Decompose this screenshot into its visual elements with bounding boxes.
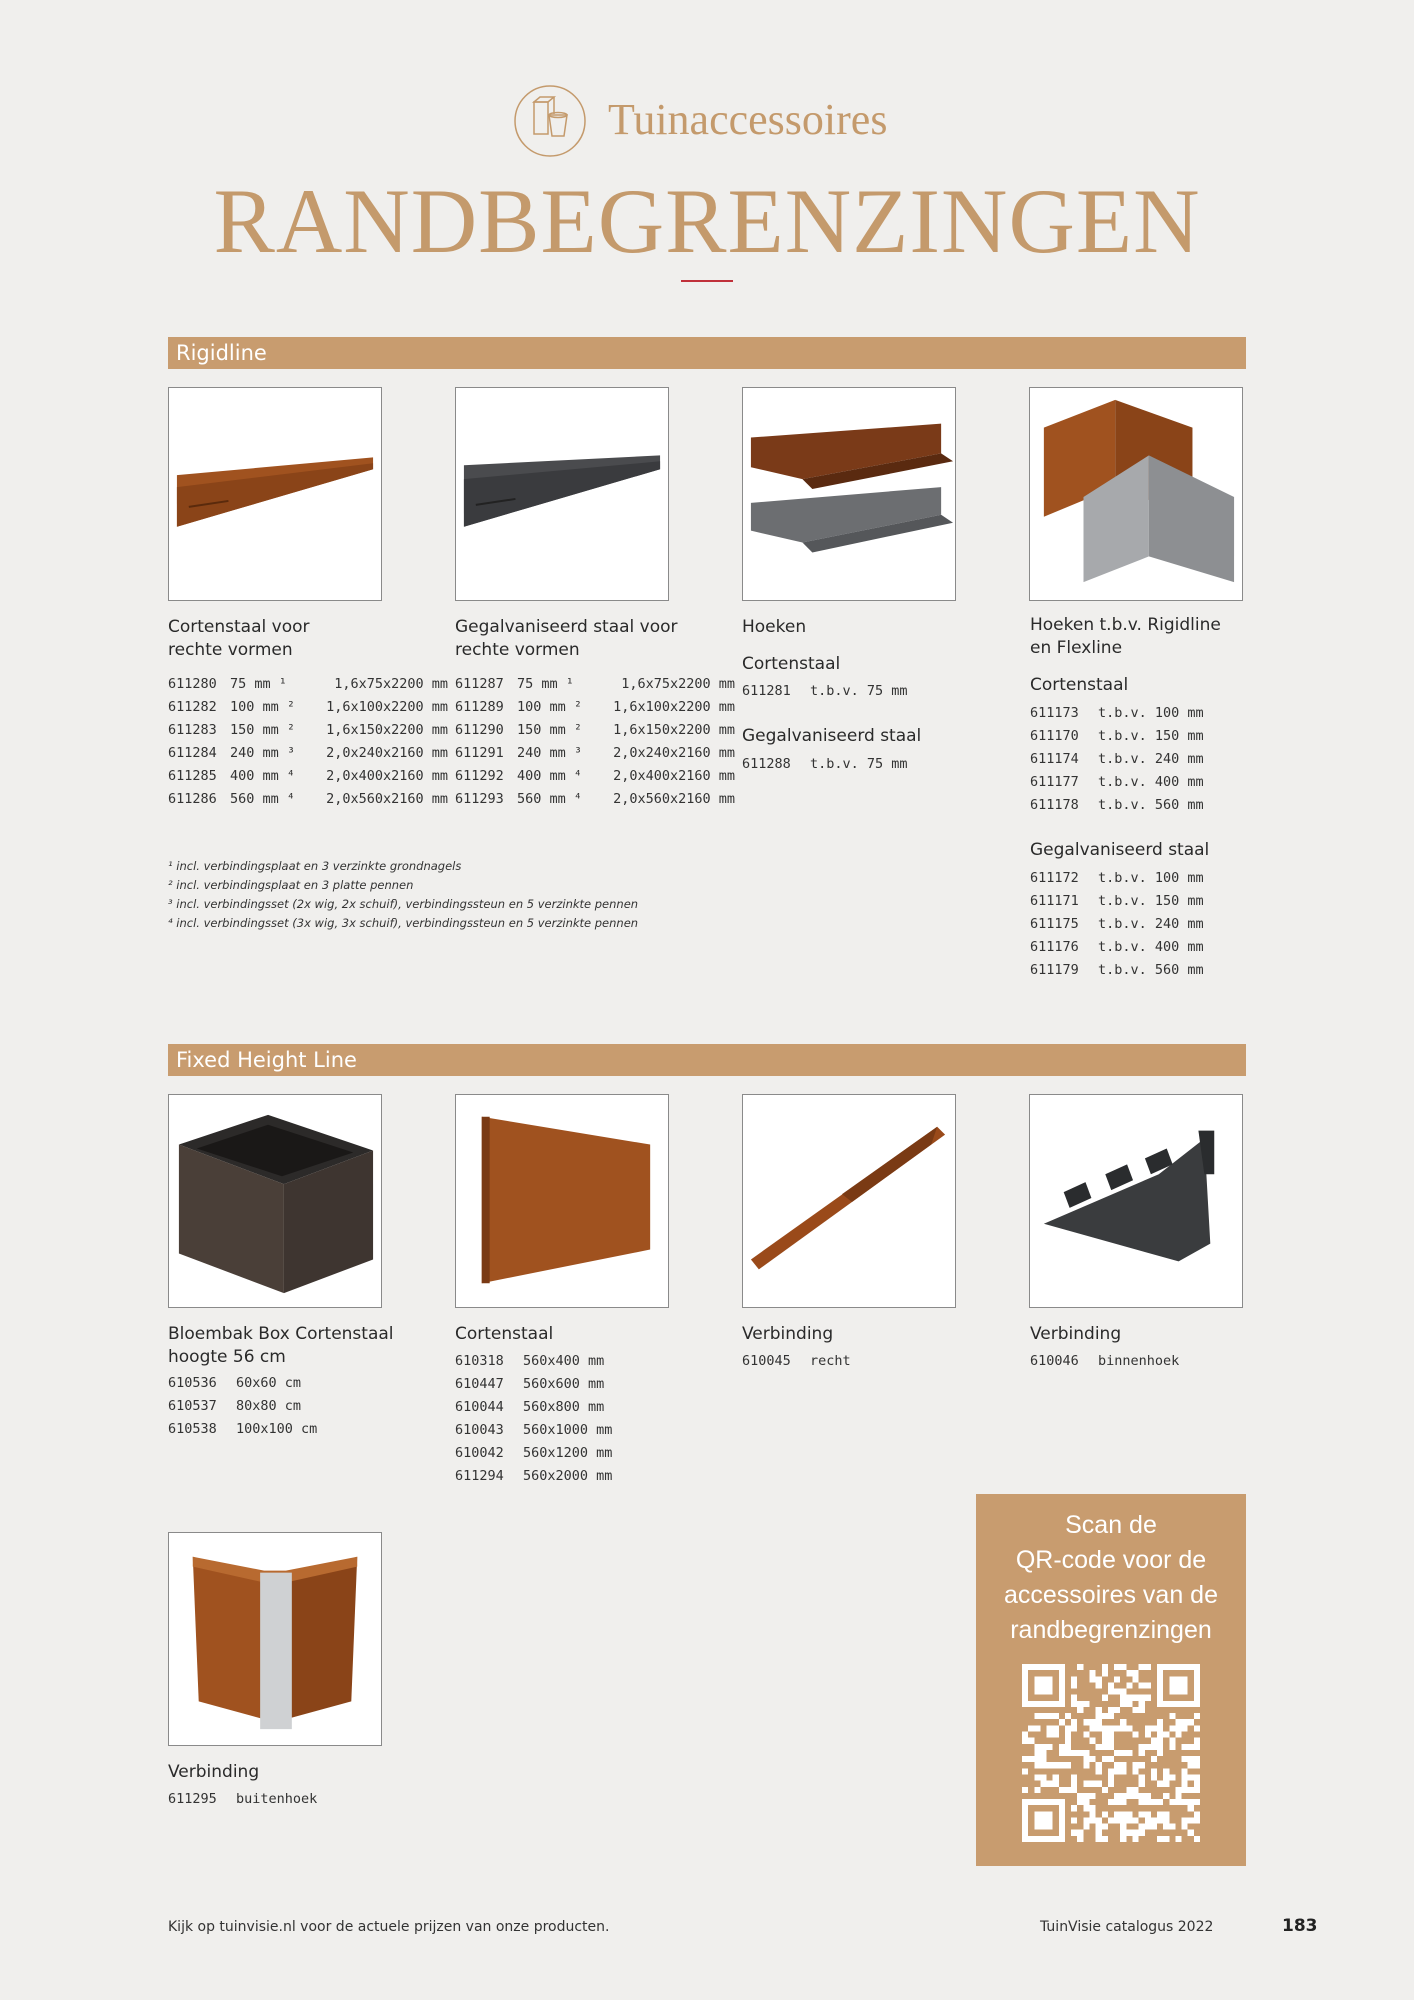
table-row: 611285 400 mm ⁴ 2,0x400x2160 mm [168, 768, 448, 784]
table-row: 611291 240 mm ³ 2,0x240x2160 mm [455, 745, 735, 761]
table-row: 611178 t.b.v. 560 mm [1030, 797, 1204, 813]
footnote: ² incl. verbindingsplaat en 3 platte pennen [168, 878, 414, 892]
table-row: 611290 150 mm ² 1,6x150x2200 mm [455, 722, 735, 738]
table-row: 611282 100 mm ² 1,6x100x2200 mm [168, 699, 448, 715]
product-title: Verbinding [168, 1762, 260, 1782]
product-title-line: Hoeken t.b.v. Rigidline [1030, 615, 1221, 635]
footnote: ⁴ incl. verbindingsset (3x wig, 3x schuif), verbindingssteun en 5 verzinkte pennen [168, 916, 639, 930]
product-image-galvanized-edging [455, 387, 669, 601]
footnotes [168, 857, 638, 933]
category-title: Tuinaccessoires [608, 95, 888, 144]
table-row: 611295 buitenhoek [168, 1791, 318, 1807]
table-row: 611173 t.b.v. 100 mm [1030, 705, 1204, 721]
table-row: 610044 560x800 mm [455, 1399, 605, 1415]
product-image-verbinding-binnenhoek [1029, 1094, 1243, 1308]
product-image-verbinding-recht [742, 1094, 956, 1308]
table-row: 610538 100x100 cm [168, 1421, 318, 1437]
product-table-hoeken-galvanized [1030, 867, 1204, 982]
product-table-cortenstaal-plates [455, 1350, 612, 1488]
table-row: 611283 150 mm ² 1,6x150x2200 mm [168, 722, 448, 738]
product-table-hoeken-corten [1030, 702, 1204, 817]
table-row: 611284 240 mm ³ 2,0x240x2160 mm [168, 745, 448, 761]
title-divider [681, 280, 733, 282]
material-subheading: Gegalvaniseerd staal [1030, 840, 1210, 860]
table-row: 611176 t.b.v. 400 mm [1030, 939, 1204, 955]
page-number: 183 [1282, 1916, 1318, 1936]
product-title-line: Bloembak Box Cortenstaal [168, 1324, 394, 1344]
product-title: Hoeken [742, 617, 807, 637]
product-title-line: hoogte 56 cm [168, 1347, 286, 1367]
product-title: Verbinding [1030, 1324, 1122, 1344]
table-row: 611177 t.b.v. 400 mm [1030, 774, 1204, 790]
product-image-hoeken-rigidline-flexline [1029, 387, 1243, 601]
table-row: 611174 t.b.v. 240 mm [1030, 751, 1204, 767]
table-row: 610043 560x1000 mm [455, 1422, 613, 1438]
product-title-line: Gegalvaniseerd staal voor [455, 617, 678, 637]
table-row: 610318 560x400 mm [455, 1353, 605, 1369]
footer-note: Kijk op tuinvisie.nl voor de actuele prijzen van onze producten. [168, 1919, 610, 1935]
garden-accessories-icon [513, 84, 587, 158]
footnote: ³ incl. verbindingsset (2x wig, 2x schuif), verbindingssteun en 5 verzinkte pennen [168, 897, 639, 911]
product-table-bloembak [168, 1372, 317, 1441]
product-title-line: Cortenstaal voor [168, 617, 310, 637]
table-row: 610447 560x600 mm [455, 1376, 605, 1392]
table-row: 611179 t.b.v. 560 mm [1030, 962, 1204, 978]
table-row: 610536 60x60 cm [168, 1375, 302, 1391]
product-image-bloembak-box [168, 1094, 382, 1308]
product-title: Verbinding [742, 1324, 834, 1344]
product-image-cortenstaal-edging [168, 387, 382, 601]
section-band-fixed-height-line: Fixed Height Line [168, 1044, 1246, 1076]
table-row: 610537 80x80 cm [168, 1398, 302, 1414]
table-row: 611170 t.b.v. 150 mm [1030, 728, 1204, 744]
product-table-cortenstaal [168, 673, 448, 811]
page-title: RANDBEGRENZINGEN [213, 170, 1201, 272]
footer-catalog-name: TuinVisie catalogus 2022 [1040, 1919, 1214, 1935]
qr-caption [976, 1508, 1246, 1648]
table-row: 610045 recht [742, 1353, 851, 1369]
product-title-line: rechte vormen [455, 640, 580, 660]
material-subheading: Cortenstaal [742, 654, 841, 674]
product-image-verbinding-buitenhoek [168, 1532, 382, 1746]
qr-caption-line: accessoires van de [1003, 1581, 1218, 1609]
table-row: 611171 t.b.v. 150 mm [1030, 893, 1204, 909]
qr-caption-line: Scan de [1065, 1511, 1157, 1539]
qr-caption-line: randbegrenzingen [1010, 1616, 1212, 1644]
table-row: 611280 75 mm ¹ 1,6x75x2200 mm [168, 676, 448, 692]
product-title-line: rechte vormen [168, 640, 293, 660]
table-row: 611172 t.b.v. 100 mm [1030, 870, 1204, 886]
table-row: 611287 75 mm ¹ 1,6x75x2200 mm [455, 676, 735, 692]
table-row: 611289 100 mm ² 1,6x100x2200 mm [455, 699, 735, 715]
table-row: 610046 binnenhoek [1030, 1353, 1180, 1369]
table-row: 610042 560x1200 mm [455, 1445, 613, 1461]
qr-code[interactable] [1022, 1664, 1200, 1842]
section-band-rigidline: Rigidline [168, 337, 1246, 369]
qr-caption-line: QR-code voor de [1015, 1546, 1207, 1574]
material-subheading: Cortenstaal [1030, 675, 1129, 695]
product-title: Cortenstaal [455, 1324, 554, 1344]
product-title-line: en Flexline [1030, 638, 1123, 658]
table-row: 611175 t.b.v. 240 mm [1030, 916, 1204, 932]
footnote: ¹ incl. verbindingsplaat en 3 verzinkte grondnagels [168, 859, 462, 873]
product-table-galvanized [455, 673, 735, 811]
table-row: 611293 560 mm ⁴ 2,0x560x2160 mm [455, 791, 735, 807]
product-image-cortenstaal-plate [455, 1094, 669, 1308]
product-image-hoeken [742, 387, 956, 601]
table-row: 611281 t.b.v. 75 mm [742, 683, 908, 699]
table-row: 611292 400 mm ⁴ 2,0x400x2160 mm [455, 768, 735, 784]
table-row: 611294 560x2000 mm [455, 1468, 613, 1484]
table-row: 611288 t.b.v. 75 mm [742, 756, 908, 772]
material-subheading: Gegalvaniseerd staal [742, 726, 922, 746]
table-row: 611286 560 mm ⁴ 2,0x560x2160 mm [168, 791, 448, 807]
